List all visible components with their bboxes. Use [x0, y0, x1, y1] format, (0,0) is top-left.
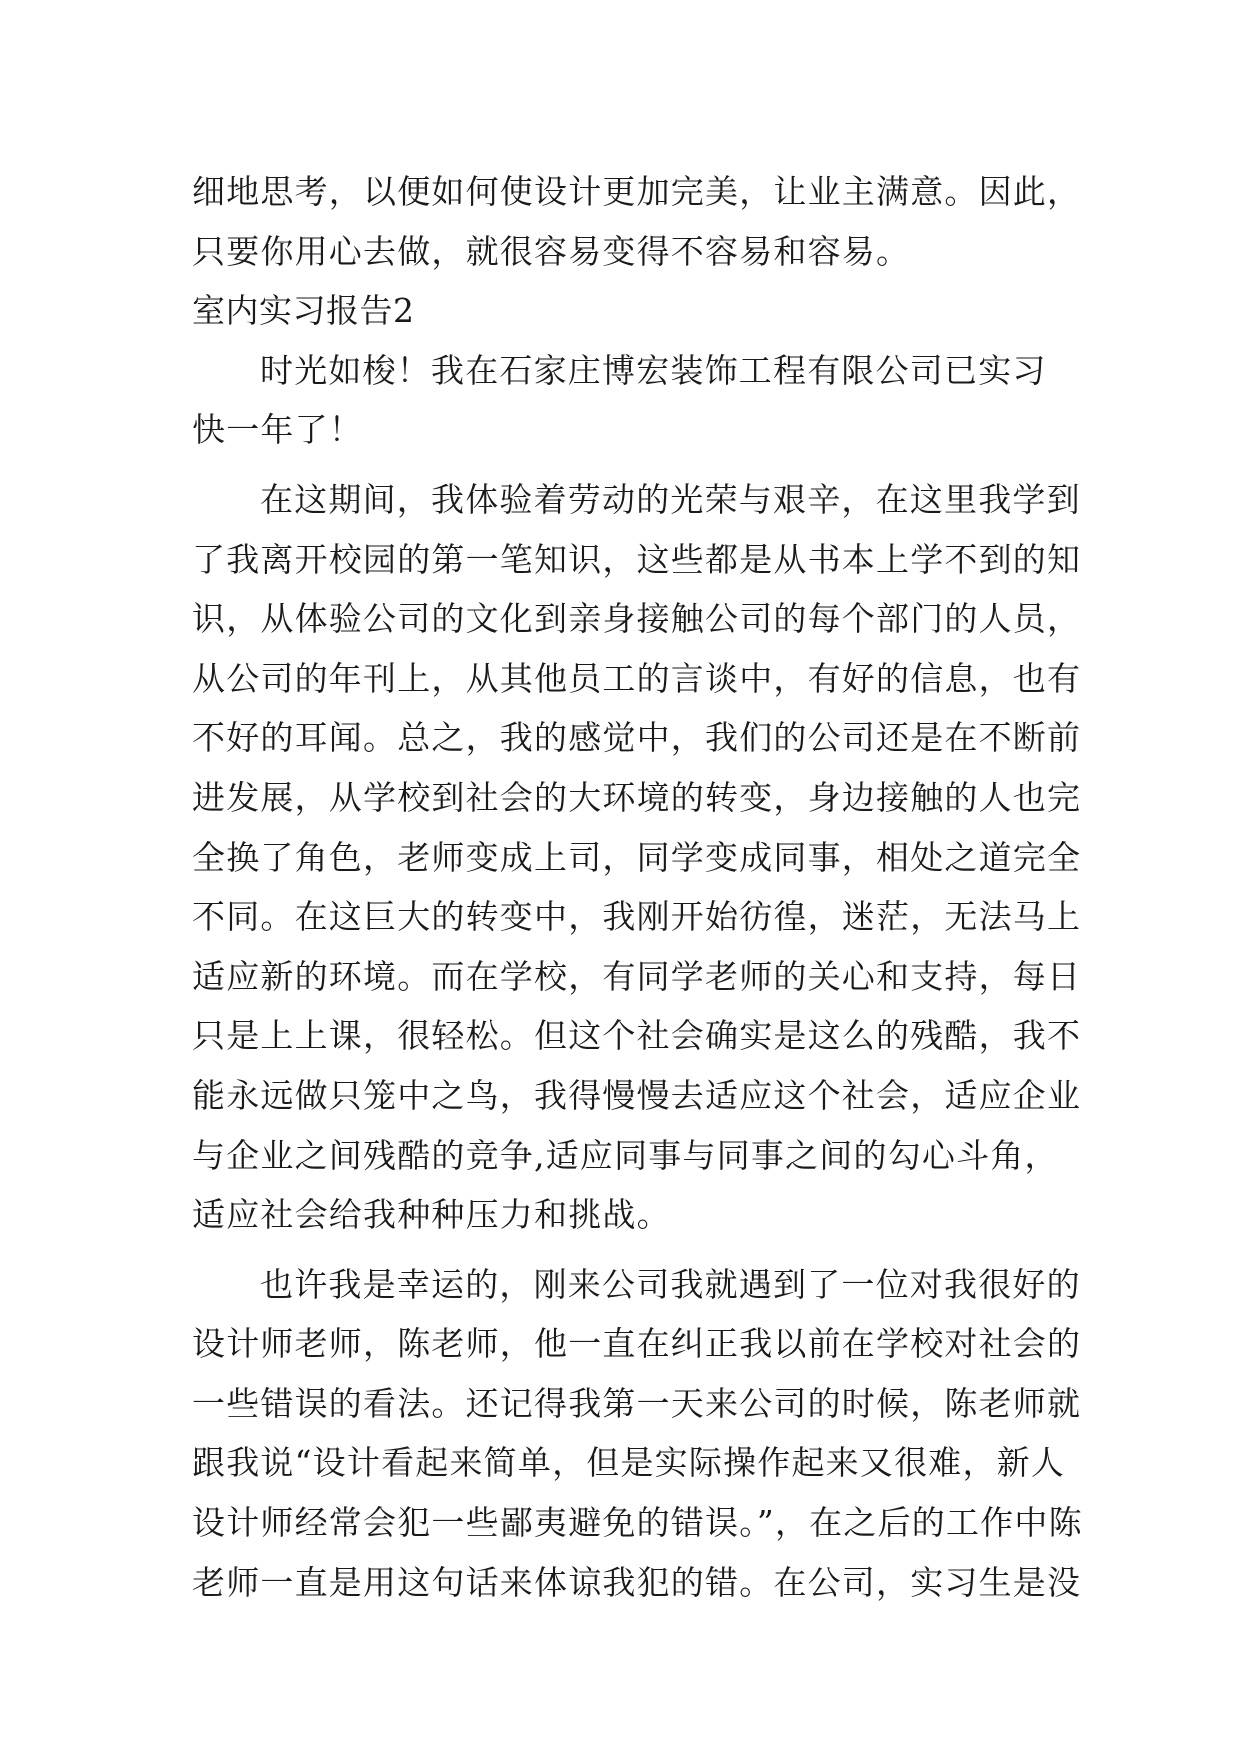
paragraph-line: 不同。在这巨大的转变中，我刚开始彷徨，迷茫，无法马上 — [192, 897, 1082, 937]
paragraph-line: 在这期间，我体验着劳动的光荣与艰辛，在这里我学到 — [260, 479, 1081, 519]
paragraph-line: 与企业之间残酷的竞争,适应同事与同事之间的勾心斗角， — [192, 1135, 1059, 1175]
paragraph-line: 不好的耳闻。总之，我的感觉中，我们的公司还是在不断前 — [192, 718, 1082, 758]
paragraph-line: 老师一直是用这句话来体谅我犯的错。在公司，实习生是没 — [192, 1562, 1082, 1602]
paragraph-line: 识，从体验公司的文化到亲身接触公司的每个部门的人员， — [192, 599, 1082, 639]
paragraph-line: 设计师经常会犯一些鄙夷避免的错误。”，在之后的工作中陈 — [192, 1503, 1083, 1543]
continuation-line: 只要你用心去做，就很容易变得不容易和容易。 — [192, 231, 911, 271]
paragraph-line: 快一年了！ — [192, 410, 363, 450]
paragraph-line: 进发展，从学校到社会的大环境的转变，身边接触的人也完 — [192, 777, 1082, 817]
paragraph-gap — [192, 460, 1072, 470]
document-body — [192, 162, 1083, 1612]
paragraph-line: 设计师老师，陈老师，他一直在纠正我以前在学校对社会的 — [192, 1324, 1082, 1364]
paragraph-line: 时光如梭！我在石家庄博宏装饰工程有限公司已实习 — [260, 350, 1047, 390]
section-heading: 室内实习报告2 — [192, 291, 415, 331]
paragraph-line: 全换了角色，老师变成上司，同学变成同事，相处之道完全 — [192, 837, 1082, 877]
paragraph-gap — [192, 1245, 1072, 1255]
paragraph-line: 只是上上课，很轻松。但这个社会确实是这么的残酷，我不 — [192, 1016, 1082, 1056]
paragraph-line: 一些错误的看法。还记得我第一天来公司的时候，陈老师就 — [192, 1383, 1082, 1423]
paragraph-line: 适应新的环境。而在学校，有同学老师的关心和支持，每日 — [192, 956, 1082, 996]
paragraph-line: 跟我说“设计看起来简单，但是实际操作起来又很难，新人 — [192, 1443, 1066, 1483]
paragraph-line: 从公司的年刊上，从其他员工的言谈中，有好的信息，也有 — [192, 658, 1082, 698]
continuation-line: 细地思考，以便如何使设计更加完美，让业主满意。因此， — [192, 172, 1082, 211]
paragraph-line: 能永远做只笼中之鸟，我得慢慢去适应这个社会，适应企业 — [192, 1075, 1082, 1115]
paragraph-line: 适应社会给我种种压力和挑战。 — [192, 1195, 671, 1235]
paragraph-line: 了我离开校园的第一笔知识，这些都是从书本上学不到的知 — [192, 539, 1082, 579]
paragraph-line: 也许我是幸运的，刚来公司我就遇到了一位对我很好的 — [260, 1264, 1081, 1304]
